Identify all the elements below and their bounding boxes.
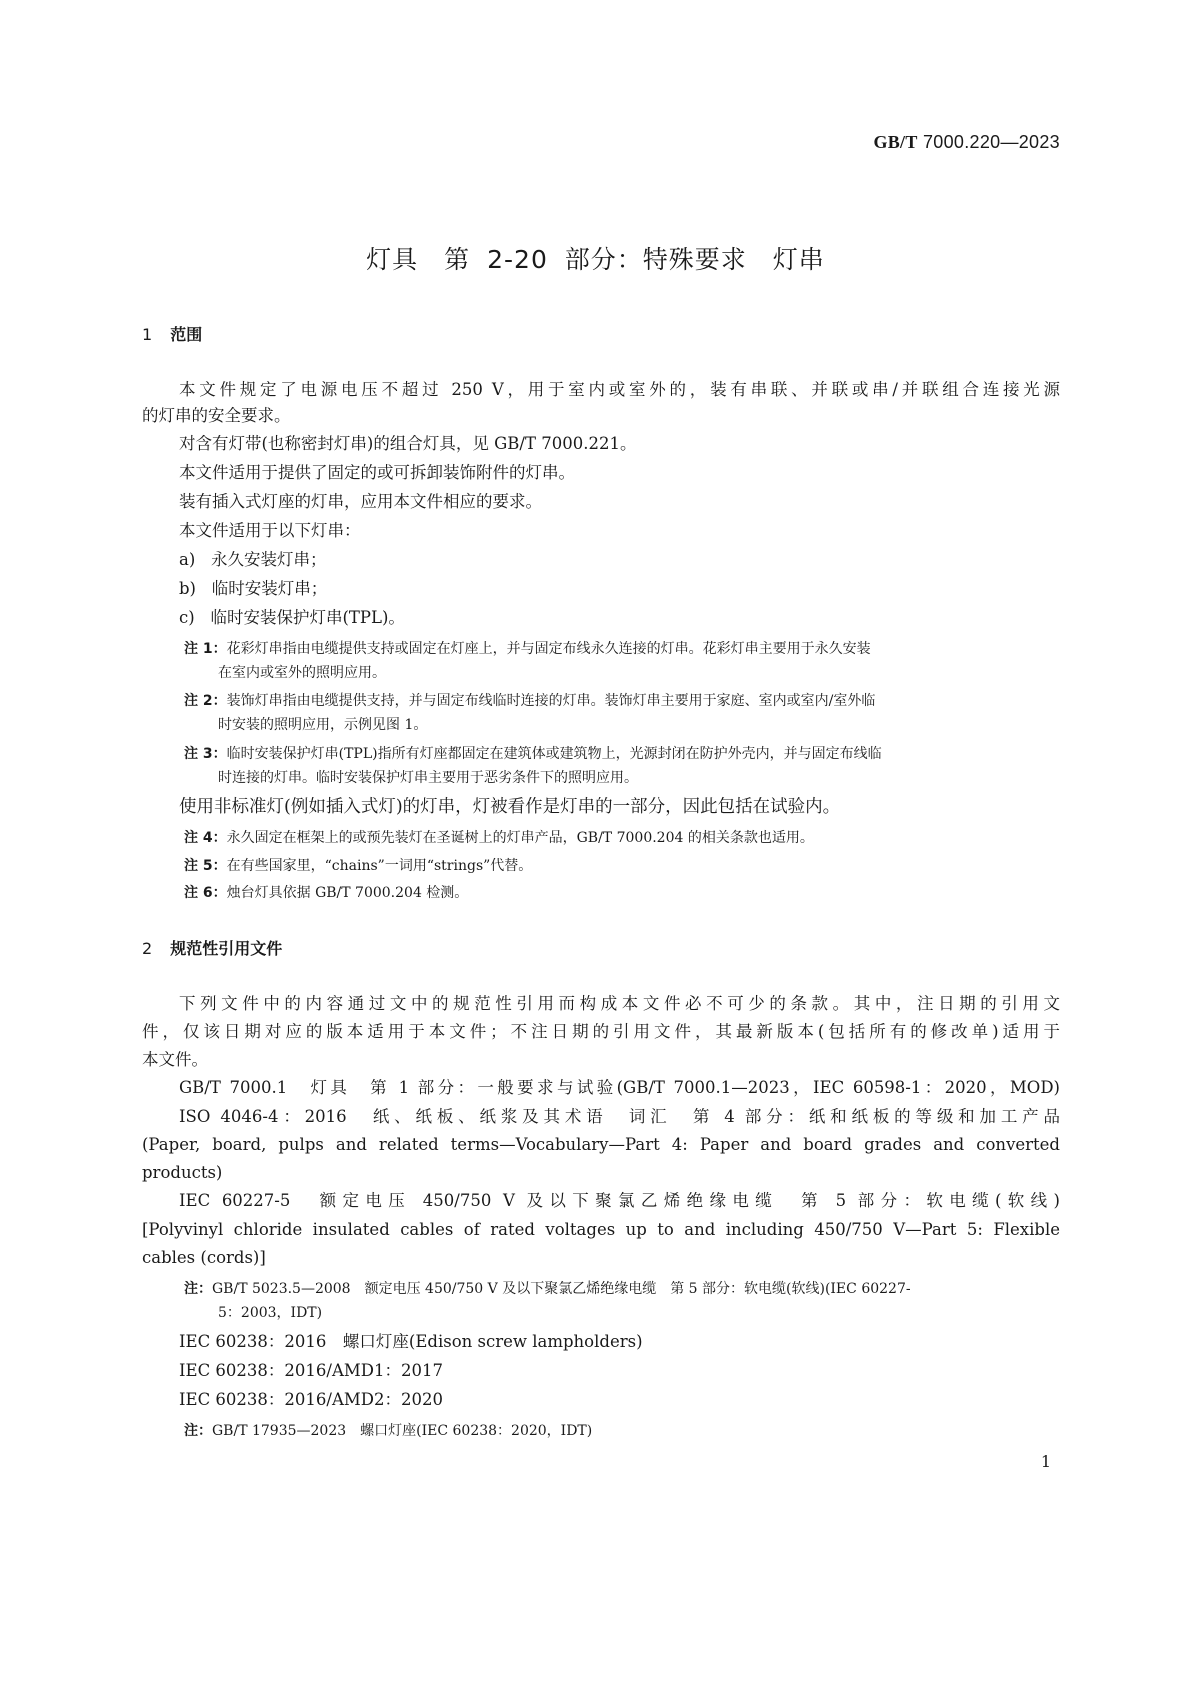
paragraph: 下列文件中的内容通过文中的规范性引用而构成本文件必不可少的条款。其中，注日期的引用文 bbox=[179, 994, 1060, 1013]
note-label: 注 5： bbox=[184, 858, 227, 874]
reference-continuation: products) bbox=[142, 1163, 223, 1182]
paragraph-continuation: 的灯串的安全要求。 bbox=[142, 406, 291, 425]
list-item bbox=[179, 606, 1097, 630]
note-continuation: 在室内或室外的照明应用。 bbox=[218, 665, 386, 681]
note-label: 注 1： bbox=[184, 641, 227, 657]
note-text: GB/T 5023.5—2008 额定电压 450/750 V 及以下聚氯乙烯绝缘电缆 第 5 部分：软电缆(软线)(IEC 60227- bbox=[212, 1281, 911, 1297]
note-label: 注 3： bbox=[184, 746, 227, 762]
standard-code: 7000.220—2023 bbox=[922, 132, 1060, 152]
note-text: GB/T 17935—2023 螺口灯座(IEC 60238：2020，IDT) bbox=[212, 1423, 593, 1439]
note-text: 烛台灯具依据 GB/T 7000.204 检测。 bbox=[226, 885, 469, 901]
note-continuation: 时连接的灯串。临时安装保护灯串主要用于恶劣条件下的照明应用。 bbox=[218, 770, 638, 786]
paragraph: 本文件规定了电源电压不超过 250 V，用于室内或室外的，装有串联、并联或串/并联组合连接光源 bbox=[179, 380, 1060, 399]
paragraph: 装有插入式灯座的灯串，应用本文件相应的要求。 bbox=[179, 492, 542, 511]
reference-iec-60238: IEC 60238：2016 螺口灯座(Edison screw lampholders) bbox=[179, 1332, 643, 1351]
note-6 bbox=[184, 882, 1060, 904]
note-label: 注： bbox=[184, 1281, 212, 1297]
section-title: 规范性引用文件 bbox=[170, 939, 283, 958]
standard-number bbox=[873, 132, 1060, 153]
reference-continuation: [Polyvinyl chloride insulated cables of rated voltages up to and including 450/750 V—Part 5: Flexible bbox=[142, 1220, 1060, 1239]
note-2 bbox=[184, 690, 1060, 712]
note-text: 花彩灯串指由电缆提供支持或固定在灯座上，并与固定布线永久连接的灯串。花彩灯串主要用于永久安装 bbox=[226, 641, 871, 657]
note-reference bbox=[184, 1420, 1060, 1442]
reference-iec-60238-amd2: IEC 60238：2016/AMD2：2020 bbox=[179, 1390, 443, 1409]
note-3 bbox=[184, 743, 1060, 765]
note-label: 注 2： bbox=[184, 693, 227, 709]
paragraph: 本文件适用于提供了固定的或可拆卸装饰附件的灯串。 bbox=[179, 463, 575, 482]
list-item bbox=[179, 577, 1097, 601]
section-number: 2 bbox=[142, 939, 153, 958]
list-text: 永久安装灯串； bbox=[211, 550, 327, 569]
section-number: 1 bbox=[142, 325, 153, 344]
note-4 bbox=[184, 827, 1060, 849]
section-heading-normative-references bbox=[142, 936, 282, 959]
note-continuation: 5：2003，IDT) bbox=[218, 1305, 323, 1321]
section-title: 范围 bbox=[170, 325, 203, 344]
reference-continuation: cables (cords)] bbox=[142, 1248, 266, 1267]
note-5 bbox=[184, 855, 1060, 877]
reference-iso-4046-4: ISO 4046-4：2016 纸、纸板、纸浆及其术语 词汇 第 4 部分：纸和纸板的等级和加工产品 bbox=[179, 1107, 1060, 1126]
note-reference bbox=[184, 1278, 1060, 1300]
paragraph-continuation: 件，仅该日期对应的版本适用于本文件；不注日期的引用文件，其最新版本(包括所有的修改单)适用于 bbox=[142, 1022, 1060, 1041]
note-label: 注 6： bbox=[184, 885, 227, 901]
note-label: 注： bbox=[184, 1423, 212, 1439]
note-text: 在有些国家里，“chains”一词用“strings”代替。 bbox=[226, 858, 533, 874]
paragraph-continuation: 本文件。 bbox=[142, 1050, 208, 1069]
paragraph: 使用非标准灯(例如插入式灯)的灯串，灯被看作是灯串的一部分，因此包括在试验内。 bbox=[179, 797, 841, 817]
note-text: 临时安装保护灯串(TPL)指所有灯座都固定在建筑体或建筑物上，光源封闭在防护外壳内，并与固定布线临 bbox=[226, 746, 882, 762]
list-marker: b) bbox=[179, 579, 196, 598]
note-label: 注 4： bbox=[184, 830, 227, 846]
page-number: 1 bbox=[1040, 1452, 1051, 1471]
note-1 bbox=[184, 638, 1060, 660]
paragraph: 对含有灯带(也称密封灯串)的组合灯具，见 GB/T 7000.221。 bbox=[179, 434, 637, 453]
reference-gbt-7000-1: GB/T 7000.1 灯具 第 1 部分：一般要求与试验(GB/T 7000.1—2023，IEC 60598-1：2020，MOD) bbox=[179, 1078, 1060, 1097]
reference-continuation: (Paper, board, pulps and related terms—Vocabulary—Part 4: Paper and board grades and converted bbox=[142, 1135, 1060, 1154]
list-text: 临时安装灯串； bbox=[211, 579, 328, 598]
section-heading-scope bbox=[142, 322, 202, 345]
note-text: 装饰灯串指由电缆提供支持，并与固定布线临时连接的灯串。装饰灯串主要用于家庭、室内或室内/室外临 bbox=[226, 693, 876, 709]
note-continuation: 时安装的照明应用，示例见图 1。 bbox=[218, 717, 428, 733]
reference-iec-60227-5: IEC 60227-5 额定电压 450/750 V 及以下聚氯乙烯绝缘电缆 第 5 部分：软电缆(软线) bbox=[179, 1191, 1060, 1210]
reference-iec-60238-amd1: IEC 60238：2016/AMD1：2017 bbox=[179, 1361, 443, 1380]
list-text: 临时安装保护灯串(TPL)。 bbox=[210, 608, 405, 627]
list-marker: a) bbox=[179, 550, 196, 569]
standard-prefix: GB/T bbox=[873, 132, 918, 152]
paragraph: 本文件适用于以下灯串： bbox=[179, 521, 361, 540]
list-marker: c) bbox=[179, 608, 195, 627]
list-item bbox=[179, 548, 1097, 572]
note-text: 永久固定在框架上的或预先装灯在圣诞树上的灯串产品，GB/T 7000.204 的相关条款也适用。 bbox=[226, 830, 814, 846]
document-title: 灯具 第 2-20 部分：特殊要求 灯串 bbox=[366, 245, 825, 274]
